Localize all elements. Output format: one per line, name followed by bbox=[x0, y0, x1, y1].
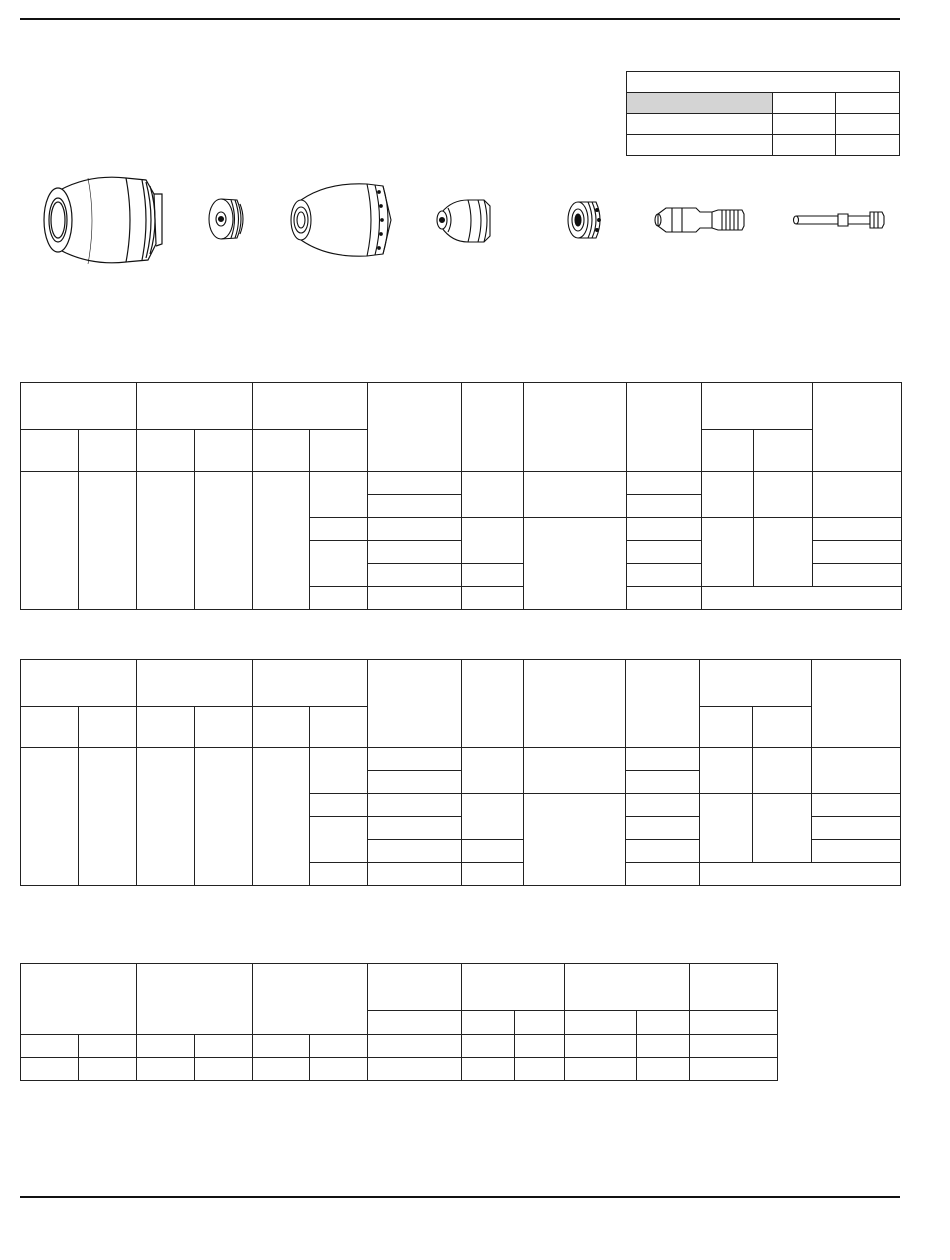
table-header-cell bbox=[137, 660, 253, 707]
table-cell bbox=[310, 1058, 368, 1081]
table-cell bbox=[462, 748, 524, 794]
table-cell bbox=[813, 518, 902, 541]
table-cell bbox=[462, 587, 524, 610]
table-cell bbox=[700, 794, 753, 863]
table-cell bbox=[626, 748, 700, 771]
table-cell bbox=[462, 1035, 515, 1058]
table-header-cell bbox=[524, 383, 627, 472]
table-cell bbox=[310, 1035, 368, 1058]
table-header-cell bbox=[462, 964, 565, 1011]
table-cell bbox=[627, 564, 702, 587]
table-header-cell bbox=[21, 964, 137, 1035]
table-subheader-cell bbox=[310, 430, 368, 472]
table-cell bbox=[195, 1058, 253, 1081]
gas-key-table bbox=[626, 71, 900, 156]
shield-icon bbox=[38, 172, 166, 266]
table-cell bbox=[515, 1058, 565, 1081]
table-cell bbox=[637, 1035, 690, 1058]
table-header-cell bbox=[21, 383, 137, 430]
table-header-cell bbox=[368, 383, 462, 472]
table-cell bbox=[702, 587, 902, 610]
table-cell bbox=[690, 1058, 778, 1081]
table-header-cell bbox=[137, 383, 253, 430]
key-table-cell bbox=[773, 93, 836, 114]
table-cell bbox=[368, 1035, 462, 1058]
table-cell bbox=[195, 472, 253, 610]
key-table-cell bbox=[836, 93, 900, 114]
table-cell bbox=[368, 1058, 462, 1081]
table-subheader-cell bbox=[195, 430, 253, 472]
table-subheader-cell bbox=[462, 1011, 515, 1035]
table-subheader-cell bbox=[21, 430, 79, 472]
swirl-ring-icon bbox=[564, 196, 608, 244]
process-table-1 bbox=[20, 382, 902, 610]
table-cell bbox=[637, 1058, 690, 1081]
table-subheader-cell bbox=[310, 707, 368, 748]
table-cell bbox=[368, 840, 462, 863]
table-cell bbox=[627, 495, 702, 518]
table-cell bbox=[79, 1058, 137, 1081]
table-cell bbox=[812, 794, 901, 817]
table-cell bbox=[253, 1035, 310, 1058]
table-cell bbox=[310, 518, 368, 541]
table-cell bbox=[21, 1035, 79, 1058]
table-subheader-cell bbox=[368, 1011, 462, 1035]
table-subheader-cell bbox=[637, 1011, 690, 1035]
table-cell bbox=[368, 587, 462, 610]
table-header-cell bbox=[368, 964, 462, 1011]
table-cell bbox=[368, 794, 462, 817]
top-rule bbox=[20, 18, 900, 20]
table-cell bbox=[524, 518, 627, 610]
key-table-cell bbox=[627, 135, 773, 156]
table-subheader-cell bbox=[700, 707, 753, 748]
table-subheader-cell bbox=[754, 430, 813, 472]
table-cell bbox=[310, 863, 368, 886]
table-cell bbox=[368, 863, 462, 886]
table-header-cell bbox=[524, 660, 626, 748]
key-table-cell bbox=[773, 114, 836, 135]
table-cell bbox=[137, 472, 195, 610]
table-header-cell bbox=[253, 964, 368, 1035]
table-cell bbox=[368, 518, 462, 541]
shield-cap-icon bbox=[205, 196, 249, 242]
table-cell bbox=[627, 587, 702, 610]
table-cell bbox=[812, 748, 901, 794]
bottom-rule bbox=[20, 1196, 900, 1198]
table-cell bbox=[515, 1035, 565, 1058]
process-table-2 bbox=[20, 659, 901, 886]
table-cell bbox=[700, 863, 901, 886]
key-table-cell bbox=[836, 135, 900, 156]
key-table-cell bbox=[836, 114, 900, 135]
table-cell bbox=[195, 748, 253, 886]
table-cell bbox=[137, 1035, 195, 1058]
table-cell bbox=[626, 840, 700, 863]
table-cell bbox=[627, 472, 702, 495]
table-cell bbox=[702, 472, 754, 518]
table-header-cell bbox=[627, 383, 702, 472]
table-cell bbox=[565, 1058, 637, 1081]
table-header-cell bbox=[690, 964, 778, 1011]
table-cell bbox=[21, 1058, 79, 1081]
table-header-cell bbox=[253, 383, 368, 430]
table-cell bbox=[253, 472, 310, 610]
table-cell bbox=[368, 748, 462, 771]
table-cell bbox=[368, 495, 462, 518]
retaining-cap-icon bbox=[287, 180, 397, 260]
table-cell bbox=[310, 472, 368, 518]
table-cell bbox=[627, 518, 702, 541]
table-cell bbox=[368, 541, 462, 564]
table-subheader-cell bbox=[515, 1011, 565, 1035]
key-table-header bbox=[627, 72, 900, 93]
table-cell bbox=[21, 748, 79, 886]
key-table-cell bbox=[627, 114, 773, 135]
table-subheader-cell bbox=[565, 1011, 637, 1035]
table-subheader-cell bbox=[79, 430, 137, 472]
table-cell bbox=[310, 794, 368, 817]
table-cell bbox=[462, 472, 524, 518]
table-cell bbox=[626, 863, 700, 886]
table-cell bbox=[626, 794, 700, 817]
table-cell bbox=[253, 748, 310, 886]
table-cell bbox=[462, 564, 524, 587]
table-cell bbox=[690, 1035, 778, 1058]
table-cell bbox=[368, 817, 462, 840]
table-cell bbox=[195, 1035, 253, 1058]
table-cell bbox=[754, 472, 813, 518]
table-subheader-cell bbox=[21, 707, 79, 748]
table-subheader-cell bbox=[253, 707, 310, 748]
water-tube-icon bbox=[790, 206, 888, 234]
table-subheader-cell bbox=[753, 707, 812, 748]
table-subheader-cell bbox=[702, 430, 754, 472]
table-header-cell bbox=[702, 383, 813, 430]
key-table-cell bbox=[627, 93, 773, 114]
table-header-cell bbox=[626, 660, 700, 748]
table-header-cell bbox=[812, 660, 901, 748]
table-cell bbox=[753, 794, 812, 863]
table-header-cell bbox=[700, 660, 812, 707]
table-cell bbox=[462, 518, 524, 564]
electrode-icon bbox=[652, 198, 748, 242]
table-cell bbox=[753, 748, 812, 794]
table-cell bbox=[79, 1035, 137, 1058]
key-table-cell bbox=[773, 135, 836, 156]
table-header-cell bbox=[462, 660, 524, 748]
table-cell bbox=[524, 748, 626, 794]
table-cell bbox=[813, 472, 902, 518]
table-cell bbox=[79, 748, 137, 886]
table-cell bbox=[137, 1058, 195, 1081]
table-cell bbox=[462, 794, 524, 840]
table-subheader-cell bbox=[137, 430, 195, 472]
table-cell bbox=[462, 1058, 515, 1081]
table-cell bbox=[310, 541, 368, 587]
table-cell bbox=[462, 863, 524, 886]
table-cell bbox=[310, 817, 368, 863]
table-cell bbox=[368, 564, 462, 587]
table-header-cell bbox=[21, 660, 137, 707]
table-cell bbox=[627, 541, 702, 564]
table-cell bbox=[524, 794, 626, 886]
table-cell bbox=[368, 771, 462, 794]
table-header-cell bbox=[462, 383, 524, 472]
table-cell bbox=[368, 472, 462, 495]
table-cell bbox=[700, 748, 753, 794]
table-cell bbox=[754, 518, 813, 587]
table-subheader-cell bbox=[79, 707, 137, 748]
table-cell bbox=[137, 748, 195, 886]
table-cell bbox=[626, 817, 700, 840]
table-cell bbox=[626, 771, 700, 794]
table-cell bbox=[253, 1058, 310, 1081]
table-cell bbox=[21, 472, 79, 610]
table-subheader-cell bbox=[690, 1011, 778, 1035]
table-subheader-cell bbox=[195, 707, 253, 748]
table-cell bbox=[702, 518, 754, 587]
table-cell bbox=[813, 541, 902, 564]
table-header-cell bbox=[368, 660, 462, 748]
table-header-cell bbox=[137, 964, 253, 1035]
process-table-3 bbox=[20, 963, 778, 1081]
table-cell bbox=[79, 472, 137, 610]
table-cell bbox=[812, 840, 901, 863]
table-cell bbox=[813, 564, 902, 587]
table-cell bbox=[524, 472, 627, 518]
table-cell bbox=[310, 587, 368, 610]
nozzle-icon bbox=[434, 192, 496, 248]
table-header-cell bbox=[253, 660, 368, 707]
table-cell bbox=[462, 840, 524, 863]
table-cell bbox=[812, 817, 901, 840]
table-subheader-cell bbox=[137, 707, 195, 748]
table-subheader-cell bbox=[253, 430, 310, 472]
table-cell bbox=[565, 1035, 637, 1058]
table-header-cell bbox=[813, 383, 902, 472]
table-cell bbox=[310, 748, 368, 794]
table-header-cell bbox=[565, 964, 690, 1011]
